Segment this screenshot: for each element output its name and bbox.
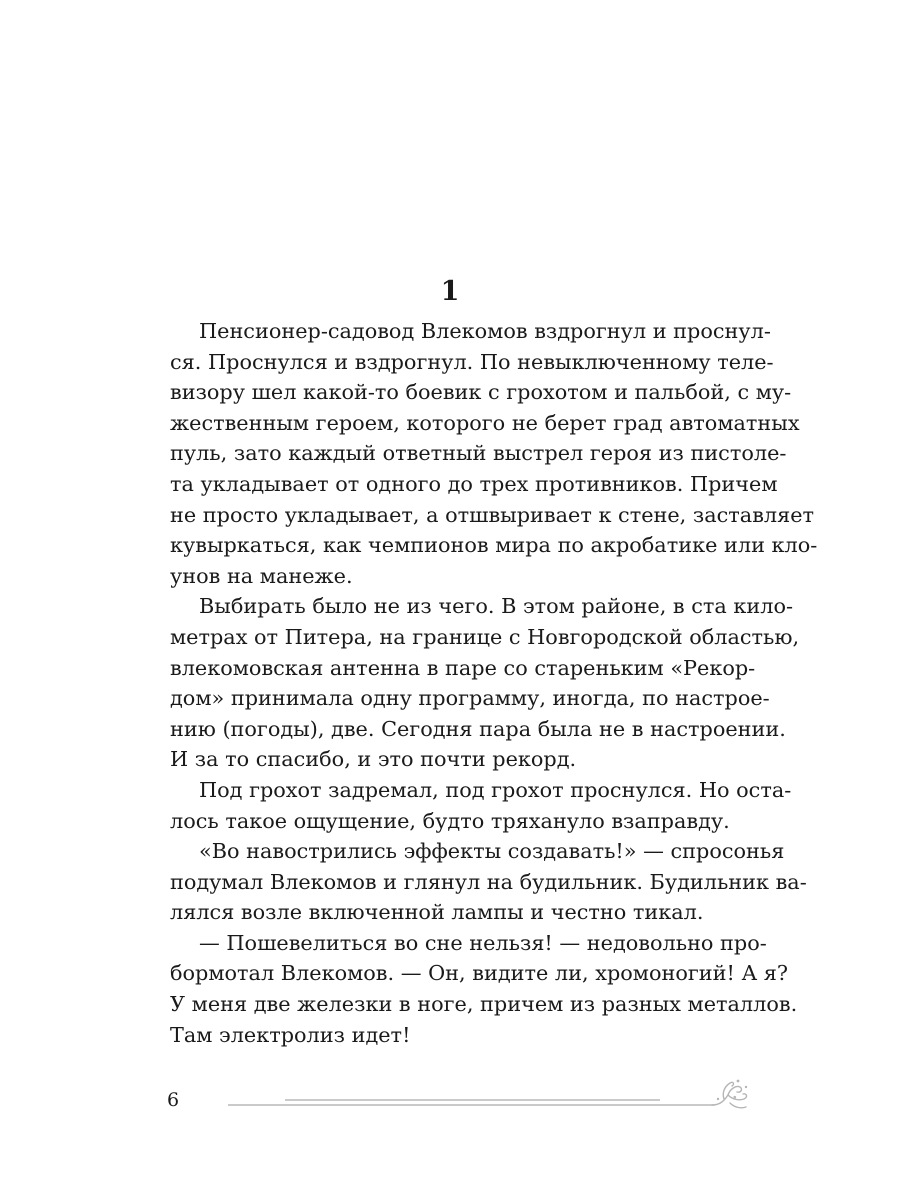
chapter-number: 1 [440, 276, 460, 307]
text-line: лось такое ощущение, будто тряхануло взаправду. [170, 808, 730, 833]
text-line: Под грохот задремал, под грохот проснулся. Но оста- [199, 777, 792, 802]
text-line: унов на манеже. [170, 563, 353, 588]
text-line: — Пошевелиться во сне нельзя! — недовольно про- [199, 930, 767, 955]
text-line: не просто укладывает, а отшвыривает к стене, заставляет [170, 502, 815, 527]
text-line: Выбирать было не из чего. В этом районе, в ста кило- [199, 594, 794, 619]
text-line: бормотал Влекомов. — Он, видите ли, хромоногий! А я? [170, 961, 789, 986]
text-line: подумал Влекомов и глянул на будильник. Будильник ва- [170, 869, 807, 894]
text-line: влекомовская антенна в паре со стареньким «Рекор- [170, 655, 756, 680]
text-line: жественным героем, которого не берет град автоматных [170, 410, 800, 435]
page-number: 6 [167, 1089, 180, 1111]
footer-rule [228, 1098, 714, 1108]
text-line: метрах от Питера, на границе с Новгородской областью, [170, 624, 800, 649]
text-line: И за то спасибо, и это почти рекорд. [170, 747, 577, 772]
text-line: У меня две железки в ноге, причем из разных металлов. [170, 992, 798, 1017]
chapter-text [170, 316, 818, 1050]
text-line: Пенсионер-садовод Влекомов вздрогнул и проснул- [199, 319, 771, 343]
floral-ornament-icon [708, 1077, 752, 1113]
text-line: Там электролиз идет! [170, 1022, 411, 1047]
text-line: визору шел какой-то боевик с грохотом и пальбой, с му- [170, 380, 792, 405]
text-line: дом» принимала одну программу, иногда, по настрое- [170, 686, 770, 711]
text-line: лялся возле включенной лампы и честно тикал. [170, 900, 704, 925]
text-line: та укладывает от одного до трех противников. Причем [170, 471, 778, 496]
text-line: пуль, зато каждый ответный выстрел героя из пистоле- [170, 441, 787, 466]
text-line: ся. Проснулся и вздрогнул. По невыключенному теле- [170, 349, 774, 374]
text-line: нию (погоды), две. Сегодня пара была не в настроении. [170, 716, 786, 741]
text-line: «Во навострились эффекты создавать!» — спросонья [199, 839, 785, 864]
text-line: кувыркаться, как чемпионов мира по акробатике или кло- [170, 533, 818, 558]
